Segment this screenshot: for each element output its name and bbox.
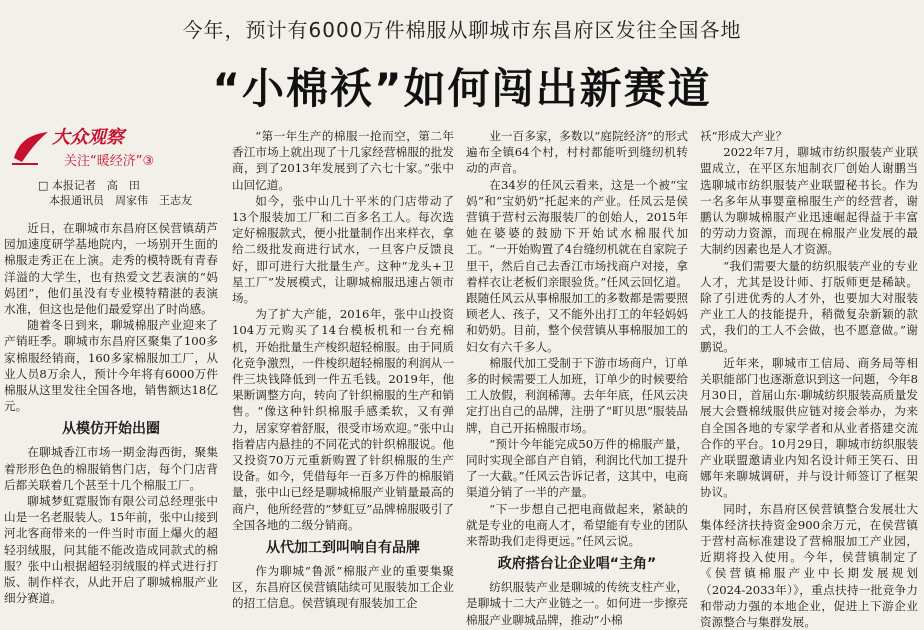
paragraph: “第一年生产的棉服一抢而空，第二年香江市场上就出现了十几家经营棉服的批发商，到了2013年发展到了六七十家。”张中山回忆道。 xyxy=(232,129,454,192)
subheading: 从模仿开始出圈 xyxy=(62,421,160,438)
pen-swoosh-icon xyxy=(8,128,52,168)
article-column-4 xyxy=(700,128,918,630)
column-brand: 大众观察 xyxy=(52,127,124,148)
paragraph: 纺织服装产业是聊城的传统支柱产业，是聊城十二大产业链之一。如何进一步擦亮棉服产业聊城品牌，推动“小棉 xyxy=(466,580,688,627)
column-series: 关注“暖经济”③ xyxy=(64,154,155,169)
kicker-subtitle: 今年，预计有6000万件棉服从聊城市东昌府区发往全国各地 xyxy=(182,18,742,42)
subheading: 政府搭台让企业唱“主角” xyxy=(497,556,657,573)
paragraph: 近年来，聊城市工信局、商务局等相关职能部门也逐渐意识到这一问题，今年8月30日，首届山东·聊城纺织服装高质量发展大会暨棉绒服供应链对接会举办，为来自全国各地的专家学者和从业者搭建交流合作的平台。10月29日，聊城市纺织服装产业联盟邀请业内知名设计师王笑石、田娜年来聊城调研，并与设计师签订了框架协议。 xyxy=(700,355,918,500)
paragraph: 袄”形成大产业？ xyxy=(700,129,788,143)
paragraph: 随着冬日到来，聊城棉服产业迎来了产销旺季。聊城市东昌府区聚集了100多家棉服经销商，160多家棉服加工厂，从业人员8万余人，预计今年将有6000万件棉服从这里发往全国各地，销售额达18亿元。 xyxy=(4,318,218,414)
subheading: 从代加工到叫响自有品牌 xyxy=(266,540,420,557)
paragraph: 业一百多家，多数以“庭院经济”的形式遍布全镇64个村，村村都能听到缝纫机转动的声音。 xyxy=(466,129,688,176)
headline: “小棉袄”如何闯出新赛道 xyxy=(212,64,712,113)
article-column-2 xyxy=(232,128,454,611)
paragraph: “预计今年能完成50万件的棉服产量，同时实现全部自产自销，利润比代加工提升了一大截。”任风云告诉记者，这其中，电商渠道分销了一半的产量。 xyxy=(466,436,688,500)
paragraph: 在34岁的任风云看来，这是一个被“宝妈”和“宝奶奶”托起来的产业。任凤云是侯营镇于营村云海服装厂的创始人，2015年她在婆婆的鼓励下开始试水棉服代加工。“一开始购置了4台缝纫机就在自家院子里干，然后自己去香江市场找商户对接，拿着样衣让老板们亲眼验货。”任风云回忆道。跟随任风云从事棉服加工的多数都是需要照顾老人、孩子，又不能外出打工的年轻妈妈和奶奶。目前，整个侯营镇从事棉服加工的妇女有六千多人。 xyxy=(466,177,688,354)
byline-reporter: □ 本报记者 高 田 xyxy=(38,179,140,192)
byline xyxy=(38,178,218,208)
paragraph: 在聊城香江市场一期金海西街，聚集着形形色色的棉服销售门店，每个门店背后都关联着几个甚至十几个棉服工厂。 xyxy=(4,445,218,492)
paragraph: 2022年7月，聊城市纺织服装产业联盟成立，在平区东旭制衣厂创始人谢鹏当选聊城市纺织服装产业联盟秘书长。作为一名多年从事婴童棉服生产的经营者，谢鹏认为聊城棉服产业迅速崛起得益于丰富的劳动力资源，而现在棉服产业发展的最大制约因素也是人才资源。 xyxy=(700,145,918,257)
article-column-1 xyxy=(4,127,218,606)
paragraph: 作为聊城“鲁派”棉服产业的重要集聚区，东昌府区侯营镇陆续可见服装加工企业的招工信息。侯营镇现有服装加工企 xyxy=(232,564,454,611)
paragraph: 棉服代加工受制于下游市场商户，订单多的时候需要工人加班，订单少的时候要给工人放假，利润稀薄。去年年底，任风云决定打出自己的品牌，注册了“町贝思”服装品牌，自己开拓棉服市场。 xyxy=(466,355,688,435)
paragraph: 如今，张中山几十平米的门店带动了13个服装加工厂和二百多名工人。每次选定好棉服款式，便小批量制作出来样衣，拿给二级批发商进行试水，一旦客户反馈良好，即可进行大批量生产。这种“龙头+卫星工厂”发展模式，让聊城棉服迅速占领市场。 xyxy=(232,193,454,306)
column-logo xyxy=(4,128,218,174)
article-column-3 xyxy=(466,128,688,627)
paragraph: “我们需要大量的纺织服装产业的专业人才，尤其是设计师、打版师更是稀缺。除了引进优秀的人才外，也要加大对服装产业工人的技能提升，稍微复杂新颖的款式，我们的工人不会做，也不愿意做。”谢鹏说。 xyxy=(700,258,918,354)
paragraph: 为了扩大产能，2016年，张中山投资104万元购买了14台模板机和一台充棉机，开始批量生产梭织超轻棉服。由于同质化竞争激烈，一件梭织超轻棉服的利润从一件三块钱降低到一件五毛钱。2019年，他果断调整方向，转向了针织棉服的生产和销售。“像这种针织棉服手感柔软，又有弹力，居家穿着舒服，很受市场欢迎。”张中山指着店内悬挂的不同花式的针织棉服说。他又投资70万元重新购置了针织棉服的生产设备。如今，凭借每年一百多万件的棉服销量，张中山已经是聊城棉服产业销量最高的商户，他所经营的“梦虹豆”品牌棉服吸引了全国各地的二级分销商。 xyxy=(232,307,454,532)
paragraph: 聊城梦虹霓服饰有限公司总经理张中山是一名老服装人。15年前，张中山接到河北客商带来的一件当时市面上爆火的超轻羽绒服，问其能不能改造成同款式的棉服？张中山根据超轻羽绒服的样式进行打版、制作样衣，从此开启了聊城棉服产业细分赛道。 xyxy=(4,494,218,606)
paragraph: 同时，东昌府区侯营镇整合发展壮大集体经济扶持资金900余万元，在侯营镇于营村高标准建设了营棉服加工产业园，近期将投入使用。今年，侯营镇制定了《侯营镇棉服产业中长期发展规划（2024-2033年）》，重点扶持一批竞争力和带动力强的本地企业，促进上下游企业资源整合与集群发展。 xyxy=(700,501,918,630)
paragraph: 近日，在聊城市东昌府区侯营镇葫芦园加速度研学基地院内，一场别开生面的棉服走秀正在上演。走秀的模特既有青春洋溢的大学生，也有热爱文艺表演的“妈妈团”，他们虽没有专业模特精湛的表演水准，但这也是他们最爱穿出了时尚感。 xyxy=(4,221,218,317)
paragraph: “下一步想自己把电商做起来，紧缺的就是专业的电商人才，希望能有专业的团队来帮助我们走得更远。”任风云说。 xyxy=(466,501,688,549)
byline-correspondent: 本报通讯员 周家伟 王志友 xyxy=(49,194,192,207)
